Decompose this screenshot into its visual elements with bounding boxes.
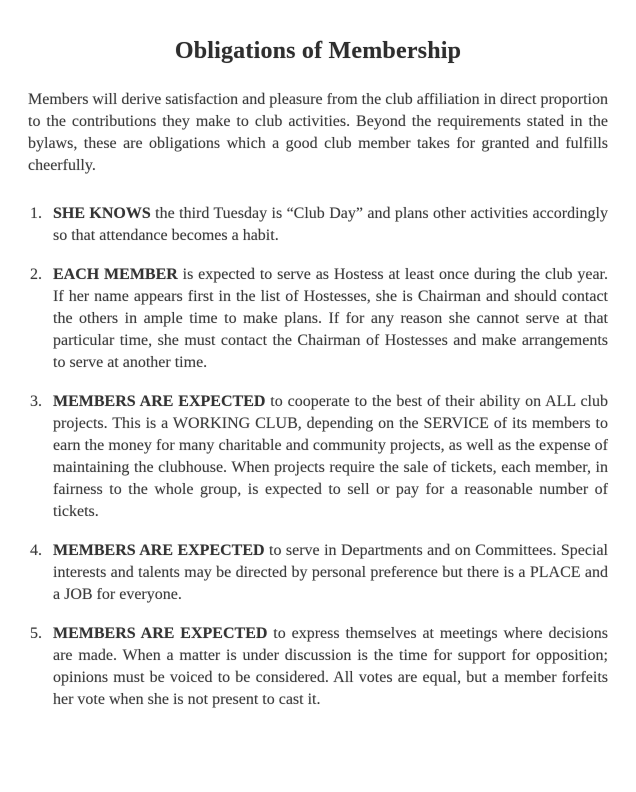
list-item-number: 2. <box>30 266 42 283</box>
list-item <box>28 391 608 523</box>
page-title: Obligations of Membership <box>174 38 462 64</box>
list-item-lead: MEMBERS ARE EXPECTED <box>53 393 266 410</box>
list-item-lead: MEMBERS ARE EXPECTED <box>53 625 268 642</box>
list-item-text: to express themselves at meetings where decisions are made. When a matter is under discussion is the time for support for opposition; opinions must be voiced to be considered. All votes are equal, but a member forfeits her vote when she is not present to cast it. <box>53 625 608 708</box>
list-item-text: to cooperate to the best of their ability on ALL club projects. This is a WORKING CLUB, depending on the SERVICE of its members to earn the money for many charitable and community projects, as well as the expense of maintaining the clubhouse. When projects require the sale of tickets, each member, in fairness to the whole group, is expected to sell or pay for a reasonable number of tickets. <box>53 393 608 520</box>
list-item-number: 1. <box>30 205 42 222</box>
intro-paragraph: Members will derive satisfaction and pleasure from the club affiliation in direct proportion to the contributions they make to club activities. Beyond the requirements stated in the bylaws, these are obligations which a good club member takes for granted and fulfills cheerfully. <box>28 91 608 174</box>
list-item-number: 5. <box>30 625 42 642</box>
list-item <box>28 540 608 606</box>
list-item-text: the third Tuesday is “Club Day” and plans other activities accordingly so that attendance becomes a habit. <box>53 205 609 244</box>
list-item <box>28 623 608 711</box>
list-item <box>28 264 608 374</box>
list-item-lead: EACH MEMBER <box>53 266 178 283</box>
obligations-list <box>28 203 608 711</box>
list-item-text: to serve in Departments and on Committees. Special interests and talents may be directed by personal preference but there is a PLACE and a JOB for everyone. <box>53 542 608 603</box>
list-item-lead: SHE KNOWS <box>53 205 151 222</box>
list-item-number: 3. <box>30 393 42 410</box>
list-item <box>28 203 608 247</box>
list-item-text: is expected to serve as Hostess at least once during the club year. If her name appears first in the list of Hostesses, she is Chairman and should contact the others in ample time to make plans. If for any reason she cannot serve at that particular time, she must contact the Chairman of Hostesses and make arrangements to serve at another time. <box>53 266 609 371</box>
list-item-number: 4. <box>30 542 42 559</box>
list-item-lead: MEMBERS ARE EXPECTED <box>53 542 265 559</box>
